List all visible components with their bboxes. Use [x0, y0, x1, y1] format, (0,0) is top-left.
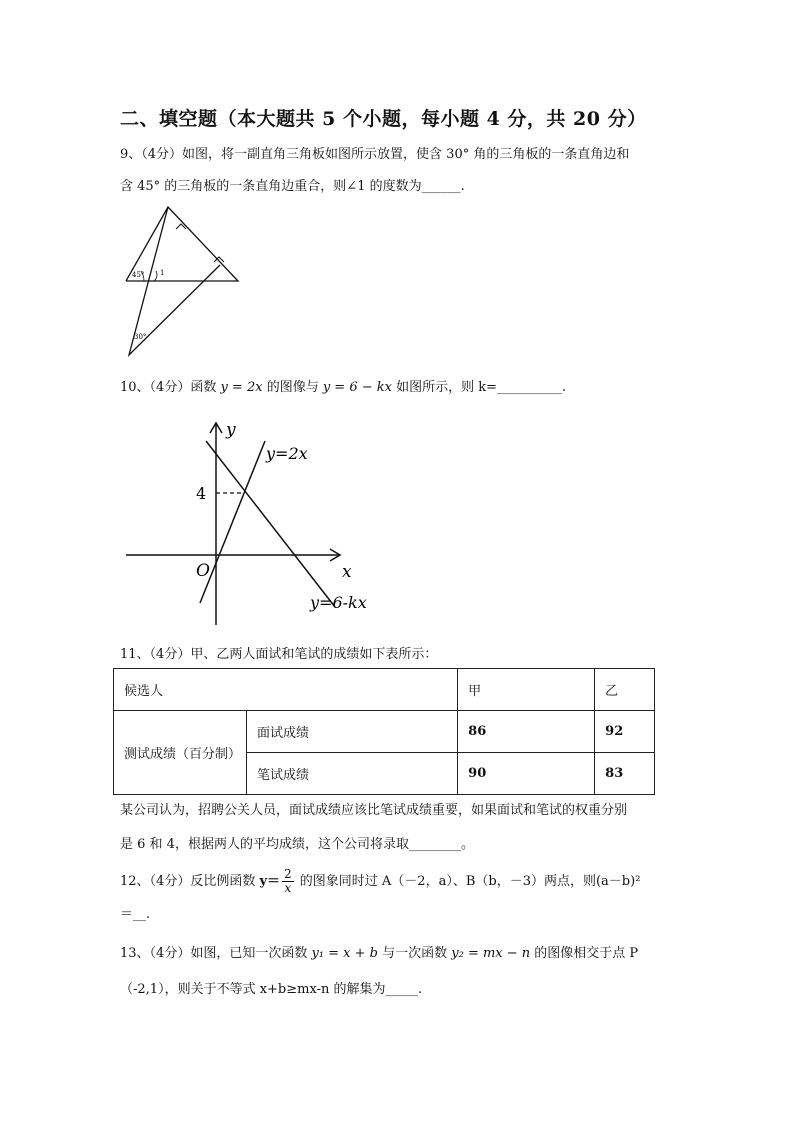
q11-after-line2: 是 6 和 4，根据两人的平均成绩，这个公司将录取________。 [120, 837, 474, 852]
q10-suffix: 如图所示，则 k=__________. [391, 380, 567, 395]
triangle-45 [126, 207, 238, 281]
q12-func-lhs: y＝ [259, 874, 281, 889]
row-label: 笔试成绩 [247, 753, 458, 795]
q10-graph-figure [120, 415, 380, 630]
cell-b: 83 [595, 753, 655, 795]
q13-func1: y₁ = x + b [311, 946, 378, 961]
header-candidate: 候选人 [114, 669, 458, 711]
q12-frac-num: 2 [284, 867, 292, 881]
angle-1-arc [154, 271, 157, 281]
cell-b: 92 [595, 711, 655, 753]
q12-fraction [282, 868, 294, 895]
q10-line [120, 378, 566, 398]
q12-line2: ＝__. [120, 907, 151, 922]
tick-4-label: 4 [196, 484, 207, 503]
q12-line1 [120, 868, 640, 895]
cell-a: 90 [458, 753, 595, 795]
header-a: 甲 [458, 669, 595, 711]
row-group-label: 测试成绩（百分制） [114, 711, 247, 795]
q9-triangle-figure [118, 205, 248, 360]
q12-suffix: 的图象同时过 A（－2，a）、B（b，－3）两点，则(a－b)² [295, 874, 641, 889]
y-axis-label: y [226, 420, 236, 440]
score-table [113, 668, 655, 795]
line-y-6-kx [206, 441, 335, 607]
line1-label: y=2x [266, 444, 308, 463]
q13-suffix: 的图像相交于点 P [530, 946, 639, 961]
q9-line2: 含 45° 的三角板的一条直角边重合，则∠1 的度数为______. [120, 179, 465, 194]
table-row [114, 711, 655, 753]
q10-mid: 的图像与 [262, 380, 323, 395]
header-b: 乙 [595, 669, 655, 711]
q13-line2: （-2,1），则关于不等式 x+b≥mx-n 的解集为_____. [120, 982, 423, 997]
q12-frac-den: x [284, 881, 292, 895]
q12-prefix: 12、（4分）反比例函数 [120, 874, 260, 889]
q11-text: 11、（4分）甲、乙两人面试和笔试的成绩如下表所示： [120, 647, 438, 662]
q10-func1: y = 2x [220, 380, 263, 395]
table-header-row [114, 669, 655, 711]
q11-after-line1: 某公司认为，招聘公关人员，面试成绩应该比笔试成绩重要，如果面试和笔试的权重分别 [120, 803, 628, 818]
q13-line1 [120, 944, 638, 964]
label-30: 30° [134, 333, 147, 341]
q13-prefix: 13、（4分）如图，已知一次函数 [120, 946, 312, 961]
label-45: 45° [132, 271, 145, 279]
x-axis-label: x [342, 562, 352, 582]
cell-a: 86 [458, 711, 595, 753]
label-1: 1 [160, 269, 165, 277]
section-title: 二、填空题（本大题共 5 个小题，每小题 4 分，共 20 分） [120, 108, 647, 130]
q10-func2: y = 6 − kx [322, 380, 392, 395]
q13-func2: y₂ = mx − n [451, 946, 531, 961]
origin-label: O [196, 561, 210, 581]
q10-prefix: 10、（4分）函数 [120, 380, 221, 395]
q13-mid: 与一次函数 [377, 946, 452, 961]
line2-label: y=6-kx [310, 593, 367, 612]
q9-line1: 9、（4分）如图，将一副直角三角板如图所示放置，使含 30° 角的三角板的一条直角边和 [120, 147, 630, 162]
row-label: 面试成绩 [247, 711, 458, 753]
